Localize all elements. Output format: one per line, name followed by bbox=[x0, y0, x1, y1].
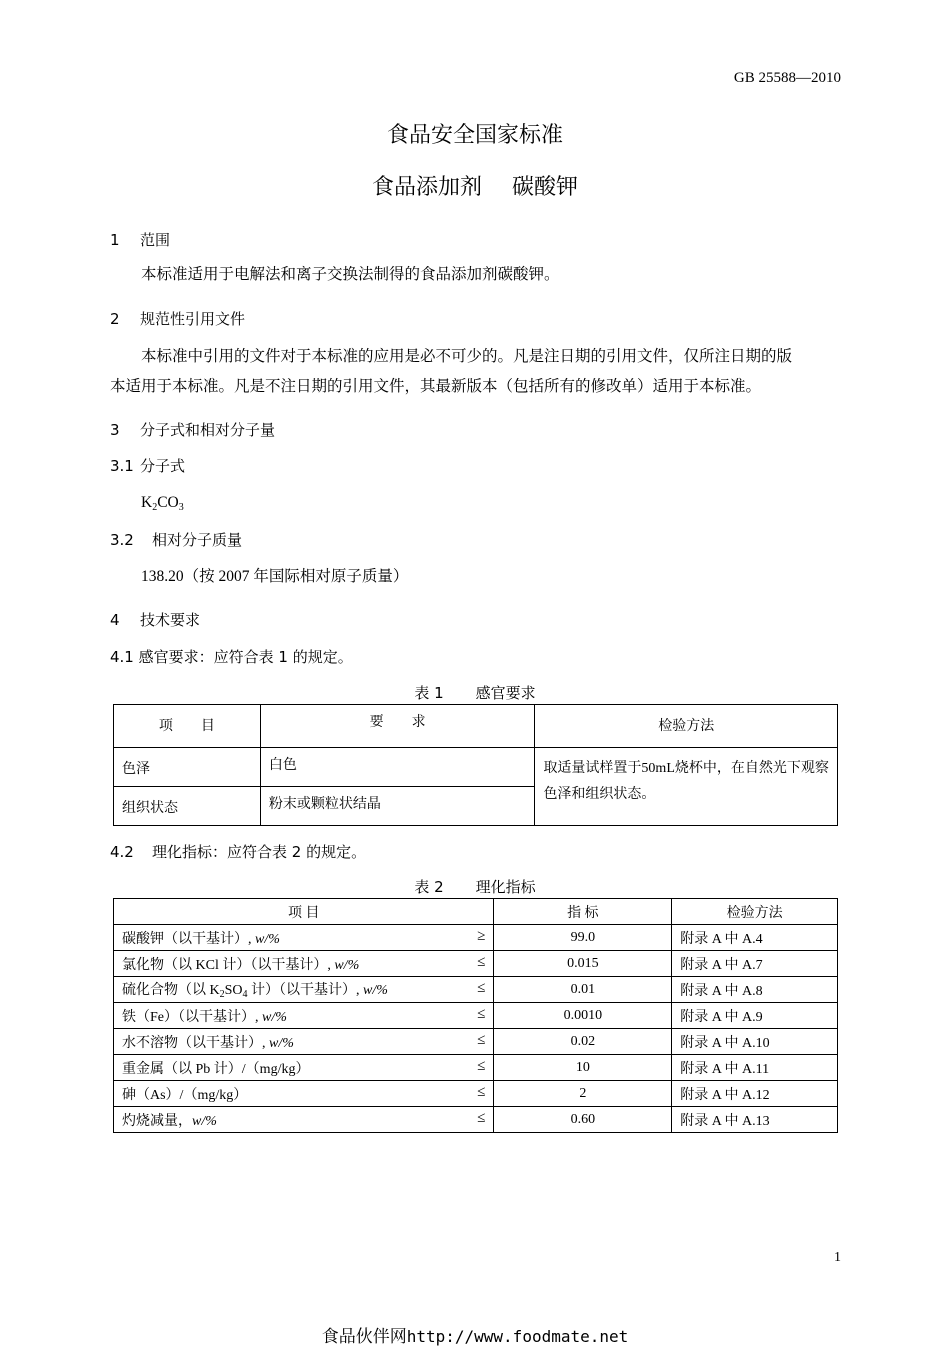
table-row bbox=[114, 925, 838, 951]
comparison-symbol: ≤ bbox=[477, 1058, 486, 1074]
page-number: 1 bbox=[834, 1250, 841, 1265]
comparison-symbol: ≤ bbox=[477, 1032, 486, 1048]
table-1-sensory-requirements bbox=[113, 704, 838, 826]
section-4-1-heading: 4.1 感官要求：应符合表 1 的规定。 bbox=[110, 648, 353, 666]
section-3-heading: 3 分子式和相对分子量 bbox=[110, 421, 276, 439]
row-method: 附录 A 中 A.8 bbox=[672, 977, 838, 1003]
table-row bbox=[114, 1081, 838, 1107]
header-item: 项 目 bbox=[114, 705, 261, 748]
subtitle-part-2: 碳酸钾 bbox=[512, 175, 579, 200]
section-2-body: 本标准中引用的文件对于本标准的应用是必不可少的。凡是注日期的引用文件，仅所注日期的版 本适用于本标准。凡是不注日期的引用文件，其最新版本（包括所有的修改单）适用于本标准。 bbox=[110, 348, 793, 395]
row-method: 附录 A 中 A.9 bbox=[672, 1003, 838, 1029]
table-row bbox=[114, 1029, 838, 1055]
table-header-row bbox=[114, 705, 838, 748]
row-value: 99.0 bbox=[494, 925, 672, 951]
table-1-caption: 表 1 感官要求 bbox=[414, 684, 536, 702]
table-header-row bbox=[114, 899, 838, 925]
row-method: 取适量试样置于50mL烧杯中，在自然光下观察色泽和组织状态。 bbox=[535, 748, 838, 826]
footer-site-name: 食品伙伴网 bbox=[321, 1327, 407, 1346]
comparison-symbol: ≤ bbox=[477, 1084, 486, 1100]
row-value: 0.01 bbox=[494, 977, 672, 1003]
header-method: 检验方法 bbox=[535, 705, 838, 748]
section-3-2-heading: 3.2 相对分子质量 bbox=[110, 531, 243, 549]
header-indicator: 指 标 bbox=[494, 899, 672, 925]
table-row bbox=[114, 1055, 838, 1081]
table-row bbox=[114, 977, 838, 1003]
row-item: 灼烧减量，w/% ≤ bbox=[114, 1107, 494, 1133]
row-item: 碳酸钾（以干基计）, w/% ≥ bbox=[114, 925, 494, 951]
section-1-heading: 1 范围 bbox=[110, 231, 171, 249]
comparison-symbol: ≤ bbox=[477, 954, 486, 970]
row-item: 组织状态 bbox=[114, 787, 261, 826]
row-method: 附录 A 中 A.11 bbox=[672, 1055, 838, 1081]
molecular-formula: $K_2CO_3$ bbox=[141, 494, 184, 513]
footer-url-link[interactable]: http://www.foodmate.net bbox=[406, 1327, 629, 1346]
header-requirement: 要 求 bbox=[260, 705, 535, 748]
row-item: 色泽 bbox=[114, 748, 261, 787]
comparison-symbol: ≥ bbox=[477, 928, 486, 944]
section-4-2-heading: 4.2 理化指标：应符合表 2 的规定。 bbox=[110, 843, 367, 861]
row-value: 2 bbox=[494, 1081, 672, 1107]
row-method: 附录 A 中 A.4 bbox=[672, 925, 838, 951]
section-4-heading: 4 技术要求 bbox=[110, 611, 201, 629]
row-item: 氯化物（以 KCl 计）（以干基计）, w/% ≤ bbox=[114, 951, 494, 977]
header-item: 项 目 bbox=[114, 899, 494, 925]
row-method: 附录 A 中 A.7 bbox=[672, 951, 838, 977]
footer-watermark[interactable] bbox=[0, 1322, 950, 1347]
section-1-body: 本标准适用于电解法和离子交换法制得的食品添加剂碳酸钾。 bbox=[141, 266, 560, 283]
table-2-physicochemical-indicators bbox=[113, 898, 838, 1133]
document-title: 食品安全国家标准 bbox=[386, 123, 563, 148]
table-row bbox=[114, 1003, 838, 1029]
row-item: 硫化合物（以 $K_2SO_4$ 计）（以干基计）, w/% ≤ bbox=[114, 977, 494, 1003]
table-row bbox=[114, 1107, 838, 1133]
comparison-symbol: ≤ bbox=[477, 1006, 486, 1022]
header-method: 检验方法 bbox=[672, 899, 838, 925]
table-row bbox=[114, 748, 838, 787]
row-item: 砷（As）/（mg/kg） ≤ bbox=[114, 1081, 494, 1107]
section-2-heading: 2 规范性引用文件 bbox=[110, 310, 246, 328]
section-3-1-heading: 3.1 分子式 bbox=[110, 457, 186, 475]
row-item: 重金属（以 Pb 计）/（mg/kg） ≤ bbox=[114, 1055, 494, 1081]
comparison-symbol: ≤ bbox=[477, 1110, 486, 1126]
row-item: 铁（Fe）（以干基计）, w/% ≤ bbox=[114, 1003, 494, 1029]
row-item: 水不溶物（以干基计）, w/% ≤ bbox=[114, 1029, 494, 1055]
row-method: 附录 A 中 A.13 bbox=[672, 1107, 838, 1133]
row-value: 10 bbox=[494, 1055, 672, 1081]
document-subtitle bbox=[0, 170, 950, 201]
row-requirement: 白色 bbox=[260, 748, 535, 787]
row-value: 0.02 bbox=[494, 1029, 672, 1055]
row-method: 附录 A 中 A.12 bbox=[672, 1081, 838, 1107]
molecular-mass: 138.20（按 2007 年国际相对原子质量） bbox=[141, 568, 409, 585]
table-row bbox=[114, 951, 838, 977]
row-value: 0.0010 bbox=[494, 1003, 672, 1029]
row-requirement: 粉末或颗粒状结晶 bbox=[260, 787, 535, 826]
row-method: 附录 A 中 A.10 bbox=[672, 1029, 838, 1055]
row-value: 0.60 bbox=[494, 1107, 672, 1133]
standard-number: GB 25588—2010 bbox=[733, 70, 841, 86]
row-value: 0.015 bbox=[494, 951, 672, 977]
subtitle-part-1: 食品添加剂 bbox=[371, 175, 482, 200]
table-2-caption: 表 2 理化指标 bbox=[414, 878, 536, 896]
comparison-symbol: ≤ bbox=[477, 980, 486, 996]
